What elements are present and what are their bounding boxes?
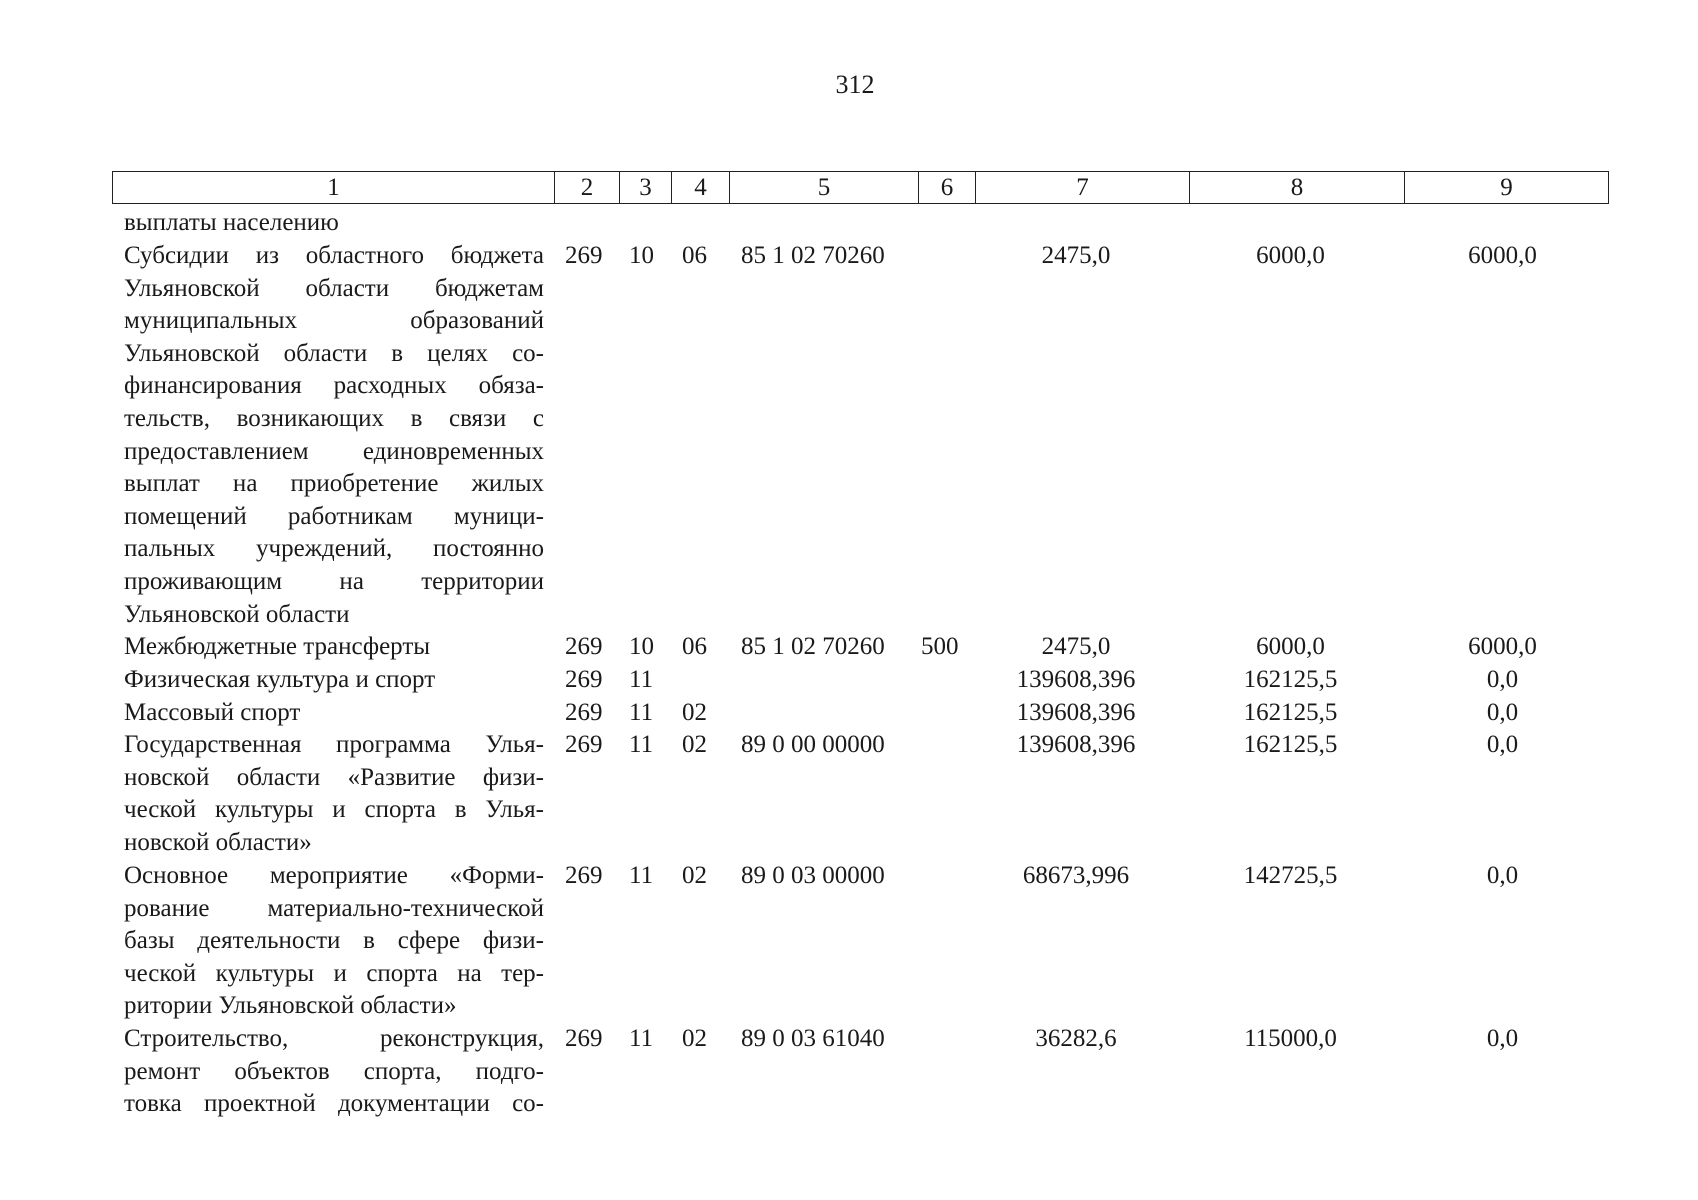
description-line: ритории Ульяновской области» (124, 992, 457, 1020)
row-code-4: 06 (682, 242, 707, 269)
row-amount-9: 6000,0 (1468, 633, 1537, 660)
description-line: товка проектной документации со- (124, 1090, 544, 1118)
row-description (124, 207, 544, 240)
row-code-3: 11 (629, 1025, 654, 1052)
column-header-2: 2 (555, 172, 620, 204)
description-line: проживающим на территории (124, 567, 544, 595)
row-code-2: 269 (565, 731, 603, 758)
row-description (124, 729, 544, 859)
row-code-5: 89 0 03 00000 (741, 862, 885, 889)
column-header-table (112, 171, 1609, 204)
row-amount-8: 142725,5 (1243, 862, 1338, 889)
column-header-5: 5 (730, 172, 919, 204)
row-code-3: 11 (629, 731, 654, 758)
row-amount-7: 139608,396 (1016, 699, 1136, 726)
description-line: Массовый спорт (124, 699, 301, 726)
description-line: финансирования расходных обяза- (124, 372, 544, 400)
row-description (124, 631, 544, 664)
row-code-5: 85 1 02 70260 (741, 633, 885, 660)
description-line: выплат на приобретение жилых (124, 470, 544, 498)
row-amount-8: 162125,5 (1243, 699, 1338, 726)
row-amount-8: 6000,0 (1256, 633, 1325, 660)
description-line: Субсидии из областного бюджета (124, 242, 544, 269)
description-line: новской области» (124, 828, 312, 856)
row-description (124, 664, 544, 697)
row-code-3: 11 (629, 862, 654, 889)
description-line: ческой культуры и спорта на тер- (124, 959, 544, 987)
column-header-9: 9 (1405, 172, 1609, 204)
row-amount-9: 0,0 (1486, 666, 1519, 693)
description-line: Основное мероприятие «Форми- (124, 862, 544, 889)
row-amount-7: 139608,396 (1016, 666, 1136, 693)
column-header-3: 3 (620, 172, 672, 204)
row-code-2: 269 (565, 862, 603, 889)
row-code-5: 89 0 00 00000 (741, 731, 885, 758)
description-line: Ульяновской области в целях со- (124, 339, 544, 367)
row-description (124, 1023, 544, 1121)
row-amount-8: 162125,5 (1243, 731, 1338, 758)
row-code-4: 06 (682, 633, 707, 660)
description-line: рование материально-технической (124, 894, 544, 922)
row-code-2: 269 (565, 699, 603, 726)
row-amount-7: 2475,0 (1041, 242, 1111, 269)
row-code-2: 269 (565, 666, 603, 693)
row-amount-7: 139608,396 (1016, 731, 1136, 758)
page-number: 312 (835, 70, 875, 99)
row-code-2: 269 (565, 242, 603, 269)
row-code-3: 11 (629, 699, 654, 726)
row-code-4: 02 (682, 731, 707, 758)
row-code-2: 269 (565, 1025, 603, 1052)
row-code-2: 269 (565, 633, 603, 660)
row-amount-7: 36282,6 (1035, 1025, 1117, 1052)
column-header-1: 1 (113, 172, 555, 204)
description-line: новской области «Развитие физи- (124, 763, 544, 791)
row-amount-8: 115000,0 (1244, 1025, 1337, 1052)
column-header-8: 8 (1190, 172, 1405, 204)
row-amount-9: 0,0 (1486, 699, 1519, 726)
description-line: Государственная программа Улья- (124, 731, 544, 758)
description-line: Межбюджетные трансферты (124, 633, 431, 660)
description-line: базы деятельности в сфере физи- (124, 927, 544, 955)
row-code-6: 500 (921, 633, 959, 660)
row-amount-9: 0,0 (1486, 1025, 1519, 1052)
description-line: муниципальных образований (124, 307, 544, 335)
description-line: пальных учреждений, постоянно (124, 535, 544, 563)
row-code-5: 85 1 02 70260 (741, 242, 885, 269)
description-line: выплаты населению (124, 209, 339, 236)
row-code-4: 02 (682, 862, 707, 889)
description-line: ческой культуры и спорта в Улья- (124, 796, 544, 824)
description-line: тельств, возникающих в связи с (124, 404, 544, 432)
description-line: ремонт объектов спорта, подго- (124, 1057, 544, 1085)
row-amount-7: 2475,0 (1041, 633, 1111, 660)
description-line: помещений работникам муници- (124, 502, 544, 530)
row-description (124, 240, 544, 631)
row-amount-8: 162125,5 (1243, 666, 1338, 693)
column-header-row (113, 172, 1609, 204)
row-amount-8: 6000,0 (1256, 242, 1325, 269)
row-code-3: 10 (629, 242, 654, 269)
row-code-3: 10 (629, 633, 654, 660)
column-header-7: 7 (976, 172, 1190, 204)
row-code-3: 11 (629, 666, 654, 693)
row-code-4: 02 (682, 1025, 707, 1052)
row-code-5: 89 0 03 61040 (741, 1025, 885, 1052)
description-line: Физическая культура и спорт (124, 666, 436, 693)
description-line: Ульяновской области (124, 600, 350, 628)
row-amount-9: 6000,0 (1468, 242, 1537, 269)
column-header-6: 6 (919, 172, 976, 204)
row-amount-9: 0,0 (1486, 862, 1519, 889)
row-description (124, 697, 544, 730)
row-code-4: 02 (682, 699, 707, 726)
row-amount-7: 68673,996 (1022, 862, 1130, 889)
column-header-4: 4 (672, 172, 730, 204)
description-line: предоставлением единовременных (124, 437, 544, 465)
description-line: Ульяновской области бюджетам (124, 274, 544, 302)
row-amount-9: 0,0 (1486, 731, 1519, 758)
row-description (124, 860, 544, 1023)
description-line: Строительство, реконструкция, (124, 1025, 544, 1052)
